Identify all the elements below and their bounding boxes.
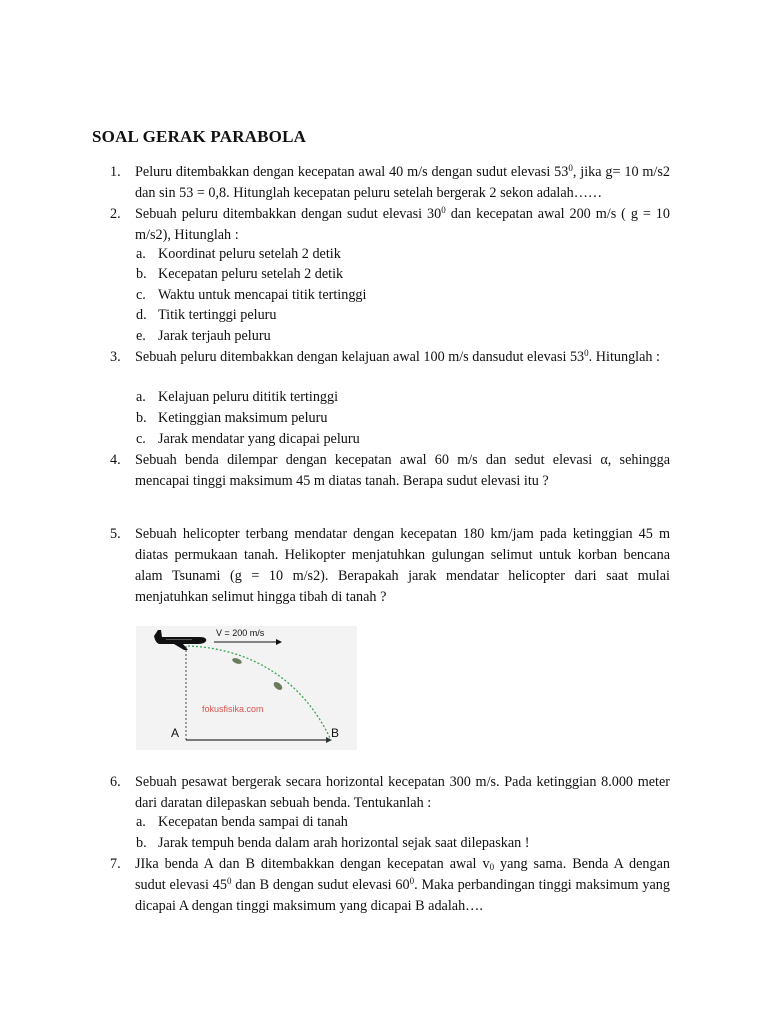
question-7: [110, 854, 670, 917]
point-a-label: A: [171, 726, 180, 740]
question-4: [110, 450, 670, 492]
question-number: 1.: [110, 164, 121, 180]
question-number: 3.: [110, 349, 121, 365]
trajectory-figure: [136, 626, 357, 750]
page-title: SOAL GERAK PARABOLA: [92, 127, 307, 146]
watermark-label: fokusfisika.com: [202, 704, 264, 714]
question-5: [110, 524, 670, 608]
arrow-head-icon: [276, 639, 282, 645]
list-item: a. Koordinat peluru setelah 2 detik: [136, 246, 341, 262]
point-b-label: B: [331, 726, 340, 740]
question-text: Sebuah helicopter terbang mendatar dengan kecepatan 180 km/jam pada ketinggian 45 m diatas permukaan tanah. Helikopter menjatuhkan gulungan selimut untuk korban bencana alam Tsunami (g = 10 m/s2). Berapakah jarak mendatar helicopter dari saat mulai menjatuhkan selimut hingga tibah di tanah ?: [135, 526, 670, 605]
list-item: c. Jarak mendatar yang dicapai peluru: [136, 431, 360, 447]
trajectory-diagram: [136, 626, 357, 750]
question-number: 2.: [110, 206, 121, 222]
question-text: Sebuah benda dilempar dengan kecepatan awal 60 m/s dan sedut elevasi α, sehingga mencapai tinggi maksimum 45 m diatas tanah. Berapa sudut elevasi itu ?: [135, 452, 670, 489]
question-text: Sebuah peluru ditembakkan dengan sudut elevasi $30^0$ dan kecepatan awal 200 m/s ( g = 10 m/s2), Hitunglah :: [135, 205, 670, 243]
velocity-label: V = 200 m/s: [216, 628, 265, 638]
list-item: b. Kecepatan peluru setelah 2 detik: [136, 266, 344, 282]
question-number: 6.: [110, 774, 121, 790]
question-number: 4.: [110, 452, 121, 468]
falling-object-icon: [231, 657, 242, 665]
list-item: d. Titik tertinggi peluru: [136, 307, 277, 323]
question-text: JIka benda A dan B ditembakkan dengan kecepatan awal $v_0$ yang sama. Benda A dengan sudut elevasi $45^0$ dan B dengan sudut elevasi $60^0$. Maka perbandingan tinggi maksimum yang dicapai A dengan tinggi maksimum yang dicapai B adalah….: [135, 856, 670, 914]
question-number: 7.: [110, 856, 121, 872]
list-item: b. Jarak tempuh benda dalam arah horizontal sejak saat dilepaskan !: [136, 835, 530, 851]
falling-object-icon: [272, 680, 284, 691]
list-item: a. Kelajuan peluru dititik tertinggi: [136, 389, 339, 405]
trajectory-curve: [188, 646, 331, 740]
list-item: e. Jarak terjauh peluru: [136, 328, 271, 344]
airplane-icon: [154, 630, 206, 650]
list-item: b. Ketinggian maksimum peluru: [136, 410, 328, 426]
question-text: Sebuah pesawat bergerak secara horizontal kecepatan 300 m/s. Pada ketinggian 8.000 meter dari daratan dilepaskan sebuah benda. Tentukanlah :: [135, 774, 670, 811]
question-text: Peluru ditembakkan dengan kecepatan awal 40 m/s dengan sudut elevasi $53^0$, jika g= 10 m/s2 dan sin 53 = 0,8. Hitunglah kecepatan peluru setelah bergerak 2 sekon adalah……: [135, 163, 670, 201]
list-item: c. Waktu untuk mencapai titik tertinggi: [136, 287, 367, 303]
question-3: [110, 347, 670, 368]
question-6: [110, 772, 670, 814]
list-item: a. Kecepatan benda sampai di tanah: [136, 814, 348, 830]
question-number: 5.: [110, 526, 121, 542]
question-1: [110, 162, 670, 204]
question-text: Sebuah peluru ditembakkan dengan kelajuan awal 100 m/s dansudut elevasi $53^0$. Hitunglah :: [135, 348, 660, 365]
question-2: [110, 204, 670, 246]
